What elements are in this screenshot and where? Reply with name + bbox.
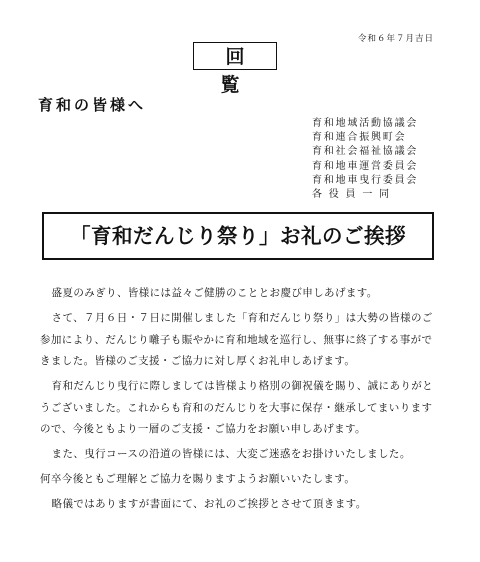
sender-list [312,117,418,202]
paragraph-request: 何卒今後ともご理解とご協力を賜りますようお願いいたします。 [40,473,356,485]
addressee: 育和の皆様へ [38,96,147,114]
headline: 「育和だんじり祭り」お礼のご挨拶 [42,212,434,260]
document-type-label: 回 覧 [193,42,277,70]
sender-organization: 育和社会福祉協議会 [312,146,419,158]
sender-organization: 育和地車運営委員会 [312,160,419,172]
paragraph-festival-report: さて、７月６日・７日に開催しました「育和だんじり祭り」は大勢の皆様のご参加により、だんじり囃子も賑やかに育和地域を巡行し、無事に終了する事ができました。皆様のご支援・ご協力に対し厚くお礼申しあげます。 [40,312,433,367]
sender-organization: 育和連合振興町会 [312,132,407,144]
letter-body [40,283,442,519]
sender-organization: 育和地域活動協議会 [312,118,419,129]
sender-officers: 各 役 員 一 同 [312,189,391,201]
paragraph-greeting: 盛夏のみぎり、皆様には益々ご健勝のこととお慶び申しあげます。 [51,287,378,299]
paragraph-closing: 略儀ではありますが書面にて、お礼のご挨拶とさせて頂きます。 [51,498,367,510]
issue-date: 令和６年７月吉日 [357,34,434,44]
sender-organization: 育和地車曳行委員会 [312,174,419,186]
paragraph-donation-thanks: 育和だんじり曳行に際しましては皆様より格別の御祝儀を賜り、誠にありがとうございました。これからも育和のだんじりを大事に保存・継承してまいりますので、今後ともより一層のご支援・ご協力をお願い申しあげます。 [40,380,434,435]
paragraph-apology: また、曳行コースの沿道の皆様には、大変ご迷惑をお掛けいたしました。 [51,448,411,460]
